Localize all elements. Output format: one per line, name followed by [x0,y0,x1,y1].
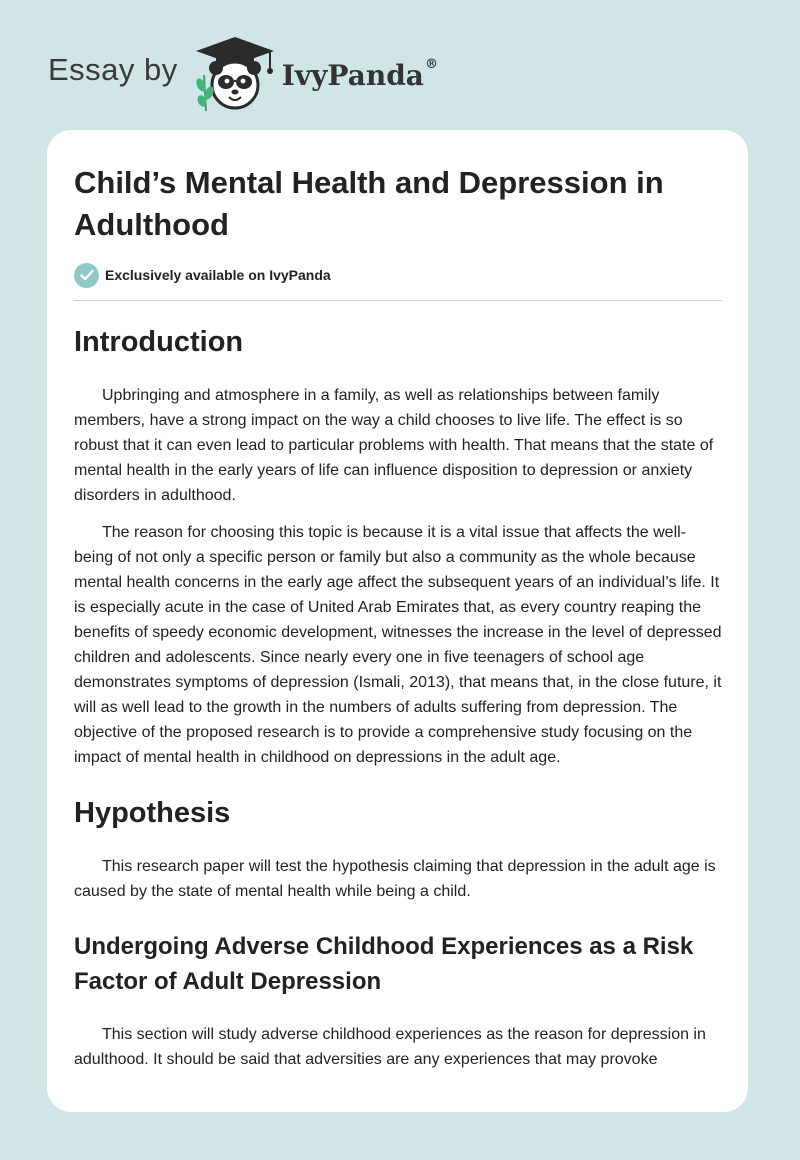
paragraph: The reason for choosing this topic is because it is a vital issue that affects the well-being of not only a specific person or family but also a community as the whole because mental health concerns in the early age affect the subsequent years of an individual’s life. It is especially acute in the case of United Arab Emirates that, as every country reaping the benefits of speedy economic development, witnesses the increase in the level of depressed children and adolescents. Since nearly every one in five teenagers of school age demonstrates symptoms of depression (Ismali, 2013), that means that, in the close future, it will as well lead to the growth in the numbers of adults suffering from depression. The objective of the proposed research is to provide a comprehensive study focusing on the impact of mental health in childhood on depressions in the adult age. [74,524,722,766]
article-card [47,130,748,1112]
section-adverse-experiences [74,929,722,1072]
paragraph: Upbringing and atmosphere in a family, as well as relationships between family members, have a strong impact on the way a child chooses to live life. The effect is so robust that it can even lead to particular problems with health. That means that the state of mental health in the early years of life can influence disposition to depression or anxiety disorders in adulthood. [74,387,714,504]
site-header [48,34,438,114]
title-divider [74,300,722,301]
paragraph: This section will study adverse childhood experiences as the reason for depression in adulthood. It should be said that adversities are any experiences that may provoke [74,1026,706,1068]
essay-by-label: Essay by [48,52,178,87]
panda-graduate-icon [192,35,278,113]
brand-name[interactable]: IvyPanda® [281,56,438,92]
section-hypothesis [74,796,722,904]
check-circle-icon [74,263,99,288]
exclusive-badge-label: Exclusively available on IvyPanda [105,267,331,283]
section-introduction [74,325,722,770]
subsection-heading: Undergoing Adverse Childhood Experiences as a Risk Factor of Adult Depression [74,933,694,995]
paragraph: This research paper will test the hypothesis claiming that depression in the adult age is caused by the state of mental health while being a child. [74,858,716,900]
section-heading: Introduction [74,326,244,358]
registered-mark: ® [424,56,438,72]
section-heading: Hypothesis [74,797,231,829]
exclusive-badge [74,262,722,288]
article-title: Child’s Mental Health and Depression in Adulthood [74,165,664,242]
